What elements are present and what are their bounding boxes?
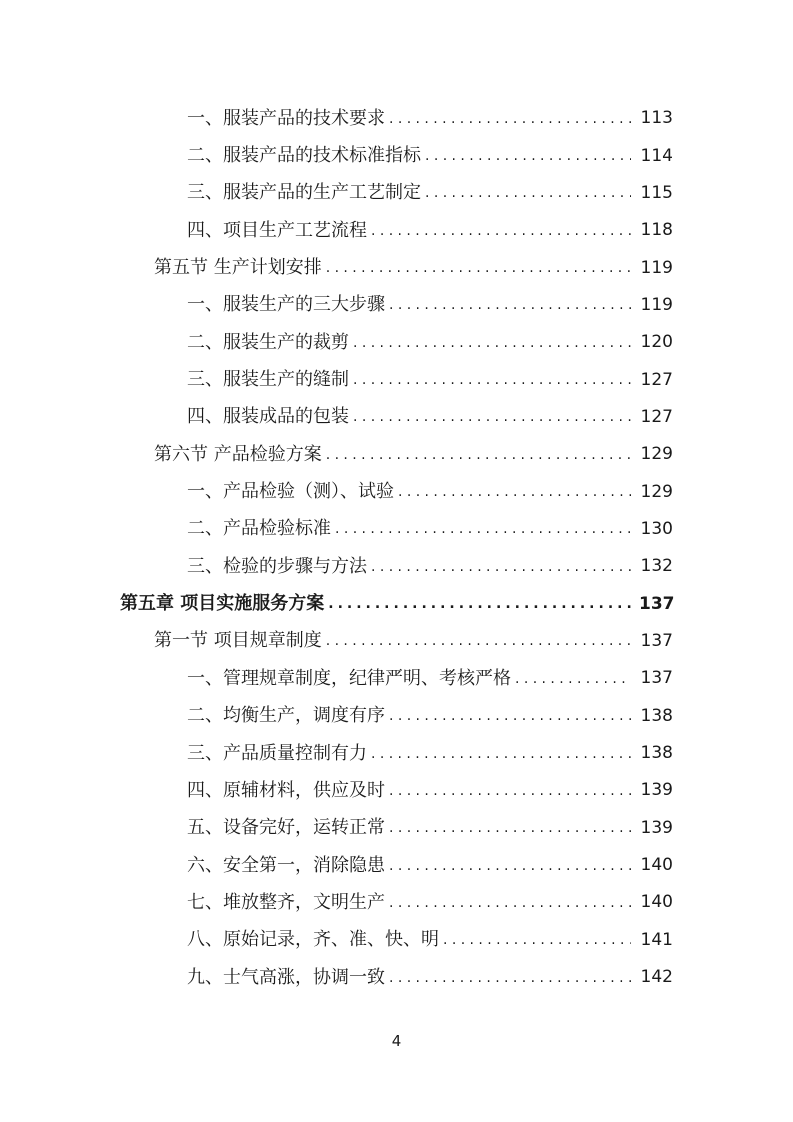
dot-leader xyxy=(515,672,631,686)
toc-entry-page-number: 137 xyxy=(640,630,673,651)
toc-entry-page-number: 140 xyxy=(640,855,673,876)
dot-leader xyxy=(371,560,631,574)
toc-entry-section[interactable] xyxy=(0,623,793,660)
toc-entry-title: 第一节 项目规章制度 xyxy=(154,630,322,652)
toc-entry-item[interactable] xyxy=(0,847,793,884)
toc-entry-title: 六、安全第一，消除隐患 xyxy=(187,854,385,876)
toc-entry-item[interactable] xyxy=(0,772,793,809)
toc-entry-page-number: 129 xyxy=(640,481,673,502)
toc-entry-section[interactable] xyxy=(0,249,793,286)
toc-entry-item[interactable] xyxy=(0,660,793,697)
toc-entry-page-number: 139 xyxy=(640,780,673,801)
toc-entry-item[interactable] xyxy=(0,959,793,996)
toc-entry-page-number: 132 xyxy=(640,556,673,577)
toc-entry-chapter[interactable] xyxy=(0,585,793,622)
toc-entry-item[interactable] xyxy=(0,100,793,137)
toc-entry-item[interactable] xyxy=(0,511,793,548)
toc-entry-page-number: 139 xyxy=(640,817,673,838)
toc-entry-title: 七、堆放整齐，文明生产 xyxy=(187,891,385,913)
toc-entry-title: 二、服装生产的裁剪 xyxy=(187,331,349,353)
dot-leader xyxy=(353,336,631,350)
toc-entry-title: 二、均衡生产，调度有序 xyxy=(187,705,385,727)
toc-entry-title: 四、原辅材料，供应及时 xyxy=(187,779,385,801)
toc-entry-title: 三、产品质量控制有力 xyxy=(187,742,367,764)
toc-entry-item[interactable] xyxy=(0,884,793,921)
dot-leader xyxy=(389,112,631,126)
toc-entry-item[interactable] xyxy=(0,287,793,324)
toc-entry-item[interactable] xyxy=(0,212,793,249)
toc-entry-page-number: 120 xyxy=(640,332,673,353)
dot-leader xyxy=(371,224,631,238)
toc-entry-title: 九、士气高涨，协调一致 xyxy=(187,966,385,988)
page-number: 4 xyxy=(391,1032,402,1050)
toc-entry-section[interactable] xyxy=(0,436,793,473)
toc-entry-item[interactable] xyxy=(0,175,793,212)
dot-leader xyxy=(389,709,631,723)
dot-leader xyxy=(389,821,631,835)
dot-leader xyxy=(425,149,631,163)
toc-entry-page-number: 141 xyxy=(640,929,673,950)
toc-entry-item[interactable] xyxy=(0,137,793,174)
dot-leader xyxy=(326,261,631,275)
toc-entry-title: 四、项目生产工艺流程 xyxy=(187,219,367,241)
toc-entry-item[interactable] xyxy=(0,399,793,436)
toc-entry-page-number: 119 xyxy=(640,257,673,278)
toc-entry-page-number: 138 xyxy=(640,743,673,764)
dot-leader xyxy=(328,597,631,611)
dot-leader xyxy=(335,522,631,536)
dot-leader xyxy=(389,859,631,873)
toc-entry-page-number: 127 xyxy=(640,369,673,390)
toc-entry-title: 一、产品检验（测）、试验 xyxy=(187,481,394,503)
dot-leader xyxy=(389,971,631,985)
toc-entry-page-number: 140 xyxy=(640,892,673,913)
toc-entry-title: 四、服装成品的包装 xyxy=(187,406,349,428)
dot-leader xyxy=(353,410,631,424)
toc-entry-page-number: 138 xyxy=(640,705,673,726)
toc-entry-page-number: 114 xyxy=(640,145,673,166)
toc-entry-page-number: 118 xyxy=(640,220,673,241)
toc-entry-page-number: 129 xyxy=(640,444,673,465)
toc-entry-item[interactable] xyxy=(0,548,793,585)
toc-entry-title: 第五节 生产计划安排 xyxy=(154,257,322,279)
toc-entry-title: 三、服装产品的生产工艺制定 xyxy=(187,182,421,204)
toc-entry-page-number: 115 xyxy=(640,182,673,203)
toc-entry-item[interactable] xyxy=(0,361,793,398)
dot-leader xyxy=(425,186,631,200)
dot-leader xyxy=(353,373,631,387)
dot-leader xyxy=(389,784,631,798)
toc-entry-page-number: 137 xyxy=(639,593,675,614)
toc-entry-title: 三、检验的步骤与方法 xyxy=(187,555,367,577)
toc-entry-page-number: 113 xyxy=(640,108,673,129)
toc-entry-page-number: 137 xyxy=(640,668,673,689)
toc-entry-page-number: 127 xyxy=(640,406,673,427)
toc-entry-title: 八、原始记录，齐、准、快、明 xyxy=(187,929,439,951)
dot-leader xyxy=(389,896,631,910)
dot-leader xyxy=(389,298,631,312)
toc-entry-item[interactable] xyxy=(0,473,793,510)
dot-leader xyxy=(326,634,631,648)
toc-entry-title: 五、设备完好，运转正常 xyxy=(187,817,385,839)
toc-entry-title: 三、服装生产的缝制 xyxy=(187,369,349,391)
toc-entry-item[interactable] xyxy=(0,735,793,772)
toc-entry-item[interactable] xyxy=(0,698,793,735)
toc-entry-title: 第五章 项目实施服务方案 xyxy=(120,593,325,615)
toc-entry-page-number: 142 xyxy=(640,967,673,988)
toc-entry-page-number: 130 xyxy=(640,518,673,539)
toc-entry-item[interactable] xyxy=(0,810,793,847)
toc-entry-item[interactable] xyxy=(0,922,793,959)
dot-leader xyxy=(398,485,631,499)
dot-leader xyxy=(443,933,631,947)
dot-leader xyxy=(326,448,631,462)
toc-entry-title: 二、服装产品的技术标准指标 xyxy=(187,145,421,167)
dot-leader xyxy=(371,747,631,761)
table-of-contents xyxy=(0,100,793,996)
toc-entry-title: 一、服装生产的三大步骤 xyxy=(187,294,385,316)
toc-entry-title: 第六节 产品检验方案 xyxy=(154,443,322,465)
toc-entry-item[interactable] xyxy=(0,324,793,361)
toc-entry-title: 一、服装产品的技术要求 xyxy=(187,107,385,129)
toc-entry-title: 一、管理规章制度，纪律严明、考核严格 xyxy=(187,667,511,689)
toc-entry-page-number: 119 xyxy=(640,294,673,315)
toc-entry-title: 二、产品检验标准 xyxy=(187,518,331,540)
